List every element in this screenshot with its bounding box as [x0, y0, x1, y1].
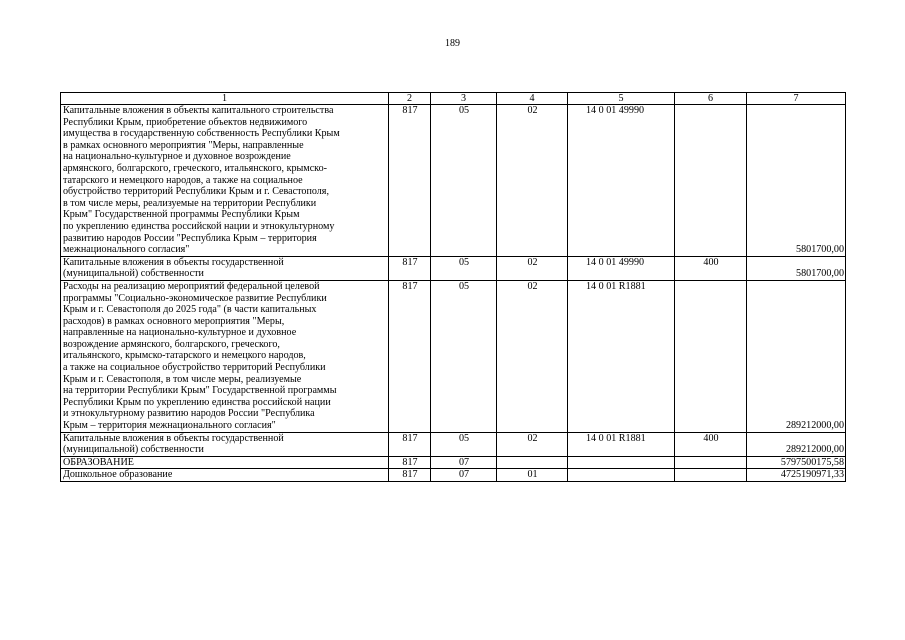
target-article-cell: 14 0 01 49990: [568, 105, 675, 257]
row-name-line: ОБРАЗОВАНИЕ: [63, 456, 134, 468]
section-cell: 05: [431, 432, 497, 456]
row-name-cell: [61, 256, 389, 280]
subsection-cell: 02: [497, 432, 568, 456]
table-row: [61, 432, 846, 456]
row-name-line: расходов) в рамках основного мероприятия "Меры,: [63, 315, 285, 327]
section-cell: 05: [431, 256, 497, 280]
row-name-line: татарского и немецкого народов, а также на социальное: [63, 174, 303, 186]
row-name-line: направленные на национально-культурное и духовное: [63, 327, 297, 339]
column-header: 7: [747, 93, 846, 105]
subsection-cell: 02: [497, 105, 568, 257]
row-name-line: Капитальные вложения в объекты государственной: [63, 432, 284, 444]
table-row: [61, 105, 846, 257]
row-name-line: Республики Крым, приобретение объектов недвижимого: [63, 116, 308, 128]
row-name-line: Республики Крым по укреплению единства российской нации: [63, 396, 331, 408]
row-name-line: итальянского, крымско-татарского и немецкого народов,: [63, 350, 306, 362]
row-name-line: и этнокультурному развитию народов России "Республика: [63, 408, 315, 420]
table-row: [61, 456, 846, 469]
expense-type-cell: 400: [675, 256, 747, 280]
row-name-line: а также на социальное обустройство территорий Республики: [63, 362, 326, 374]
row-name-line: возрождение армянского, болгарского, греческого,: [63, 338, 280, 350]
expense-type-cell: [675, 469, 747, 482]
row-name-line: Крым и г. Севастополя, в том числе меры, реализуемые: [63, 373, 302, 385]
code-gr-cell: 817: [389, 105, 431, 257]
row-name-cell: [61, 432, 389, 456]
row-name-line: на национально-культурное и духовное возрождение: [63, 151, 291, 163]
row-name-cell: [61, 456, 389, 469]
page-number: 189: [445, 38, 460, 49]
row-name-line: в рамках основного мероприятия "Меры, направленные: [63, 139, 304, 151]
row-name-line: (муниципальной) собственности: [63, 444, 204, 456]
amount-cell: 4725190971,33: [747, 469, 846, 482]
row-name-line: Расходы на реализацию мероприятий федеральной целевой: [63, 280, 320, 292]
section-cell: 07: [431, 456, 497, 469]
code-gr-cell: 817: [389, 432, 431, 456]
target-article-cell: [568, 469, 675, 482]
table-row: [61, 280, 846, 432]
column-header: 4: [497, 93, 568, 105]
row-name-line: армянского, болгарского, греческого, итальянского, крымско-: [63, 162, 327, 174]
table-header-row: [61, 93, 846, 105]
row-name-cell: [61, 105, 389, 257]
subsection-cell: 02: [497, 280, 568, 432]
expense-type-cell: [675, 105, 747, 257]
amount-cell: 289212000,00: [747, 280, 846, 432]
row-name-line: Дошкольное образование: [63, 469, 173, 481]
code-gr-cell: 817: [389, 456, 431, 469]
column-header: 1: [61, 93, 389, 105]
target-article-cell: 14 0 01 49990: [568, 256, 675, 280]
code-gr-cell: 817: [389, 280, 431, 432]
row-name-line: в том числе меры, реализуемые на территории Республики: [63, 197, 317, 209]
expense-type-cell: [675, 456, 747, 469]
code-gr-cell: 817: [389, 256, 431, 280]
row-name-line: программы "Социально-экономическое развитие Республики: [63, 292, 327, 304]
row-name-line: имущества в государственную собственность Республики Крым: [63, 128, 340, 140]
row-name-line: (муниципальной) собственности: [63, 268, 204, 280]
budget-table: [60, 92, 846, 482]
subsection-cell: 01: [497, 469, 568, 482]
code-gr-cell: 817: [389, 469, 431, 482]
row-name-line: Крым" Государственной программы Республики Крым: [63, 209, 300, 221]
row-name-line: Крым – территория межнационального согласия": [63, 420, 276, 432]
expense-type-cell: [675, 280, 747, 432]
section-cell: 07: [431, 469, 497, 482]
amount-cell: 289212000,00: [747, 432, 846, 456]
row-name-line: обустройство территорий Республики Крым и г. Севастополя,: [63, 186, 329, 198]
column-header: 2: [389, 93, 431, 105]
table-row: [61, 256, 846, 280]
row-name-line: Крым и г. Севастополя до 2025 года" (в части капитальных: [63, 304, 317, 316]
target-article-cell: 14 0 01 R1881: [568, 280, 675, 432]
table-row: [61, 469, 846, 482]
subsection-cell: [497, 456, 568, 469]
expense-type-cell: 400: [675, 432, 747, 456]
column-header: 3: [431, 93, 497, 105]
amount-cell: 5801700,00: [747, 256, 846, 280]
row-name-line: Капитальные вложения в объекты государственной: [63, 256, 284, 268]
subsection-cell: 02: [497, 256, 568, 280]
amount-cell: 5797500175,58: [747, 456, 846, 469]
target-article-cell: [568, 456, 675, 469]
section-cell: 05: [431, 280, 497, 432]
row-name-line: межнационального согласия": [63, 244, 190, 256]
target-article-cell: 14 0 01 R1881: [568, 432, 675, 456]
row-name-line: по укреплению единства российской нации и этнокультурному: [63, 220, 335, 232]
row-name-line: Капитальные вложения в объекты капитального строительства: [63, 105, 334, 116]
row-name-cell: [61, 469, 389, 482]
row-name-line: на территории Республики Крым" Государственной программы: [63, 385, 337, 397]
section-cell: 05: [431, 105, 497, 257]
row-name-line: развитию народов России "Республика Крым – территория: [63, 232, 317, 244]
row-name-cell: [61, 280, 389, 432]
column-header: 5: [568, 93, 675, 105]
column-header: 6: [675, 93, 747, 105]
amount-cell: 5801700,00: [747, 105, 846, 257]
